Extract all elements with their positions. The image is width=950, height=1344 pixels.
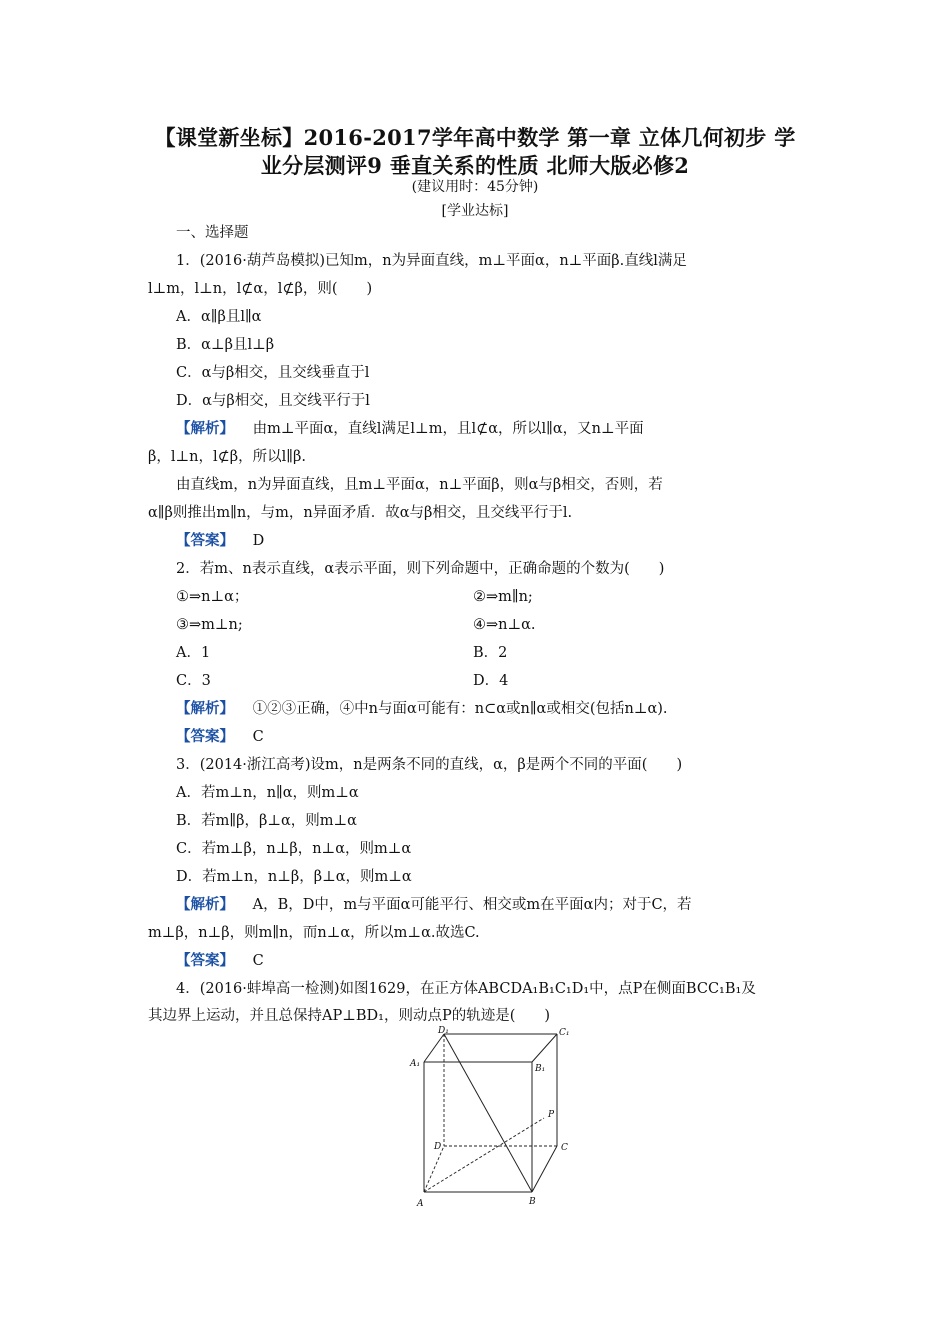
label-b1: B₁ (535, 1064, 546, 1074)
q1-analysis-line-4: α∥β则推出m∥n，与m，n异面矛盾．故α与β相交，且交线平行于l. (148, 505, 573, 521)
label-a: A (417, 1199, 424, 1209)
section-label: [学业达标] (441, 203, 509, 219)
q1-stem-line-1: 1．(2016·葫芦岛模拟)已知m，n为异面直线，m⊥平面α，n⊥平面β.直线l满足 (176, 253, 687, 269)
q2-stem: 2．若m、n表示直线，α表示平面，则下列命题中，正确命题的个数为( ) (176, 561, 665, 577)
q4-stem-line-1: 4．(2016·蚌埠高一检测)如图1629，在正方体ABCDA₁B₁C₁D₁中，点P在侧面BCC₁B₁及 (176, 981, 756, 997)
q1-analysis-text-1: 由m⊥平面α，直线l满足l⊥m，且l⊄α，所以l∥α，又n⊥平面 (252, 421, 644, 437)
cube-diagram (402, 1024, 592, 1214)
label-d1: D₁ (438, 1026, 449, 1036)
label-a1: A₁ (410, 1059, 421, 1069)
q3-option-d: D．若m⊥n，n⊥β，β⊥α，则m⊥α (176, 869, 412, 885)
q2-option-d: D．4 (473, 673, 509, 689)
title-line-2: 业分层测评9 垂直关系的性质 北师大版必修2 (260, 153, 690, 178)
label-c1: C₁ (559, 1028, 570, 1038)
answer-tag: 【答案】 (176, 728, 234, 745)
q1-analysis-line-3: 由直线m，n为异面直线，且m⊥平面α，n⊥平面β，则α与β相交，否则，若 (176, 477, 663, 493)
analysis-tag: 【解析】 (176, 700, 234, 717)
document-title (140, 124, 810, 180)
q1-answer-line (176, 531, 264, 551)
q2-analysis-line (176, 699, 668, 719)
part-title: 一、选择题 (176, 225, 249, 241)
q3-analysis-line-1 (176, 895, 692, 915)
q1-option-a: A．α∥β且l∥α (176, 309, 262, 325)
q2-statement-2: ②⇒m∥n; (473, 589, 533, 605)
label-b: B (529, 1197, 536, 1207)
q1-option-c: C．α与β相交，且交线垂直于l (176, 365, 370, 381)
analysis-tag: 【解析】 (176, 420, 234, 437)
q2-answer-line (176, 727, 264, 747)
q3-analysis-line-2: m⊥β，n⊥β，则m∥n，而n⊥α，所以m⊥α.故选C. (148, 925, 480, 941)
q2-option-c: C．3 (176, 673, 211, 689)
suggested-time: (建议用时：45分钟) (411, 179, 539, 195)
answer-tag: 【答案】 (176, 952, 234, 969)
q1-answer: D (252, 533, 265, 549)
q1-option-d: D．α与β相交，且交线平行于l (176, 393, 370, 409)
q4-stem-line-2: 其边界上运动，并且总保持AP⊥BD₁，则动点P的轨迹是( ) (148, 1008, 551, 1024)
label-p: P (548, 1110, 555, 1120)
q1-analysis-line-2: β，l⊥n，l⊄β，所以l∥β. (148, 449, 306, 465)
q2-answer: C (252, 729, 264, 745)
q3-analysis-text-1: A，B，D中，m与平面α可能平行、相交或m在平面α内；对于C，若 (252, 897, 692, 913)
diagonal-bd1 (444, 1034, 532, 1192)
q2-statement-4: ④⇒n⊥α. (473, 617, 536, 633)
q2-option-a: A．1 (176, 645, 211, 661)
edge-b1c1 (532, 1034, 557, 1062)
q3-stem: 3．(2014·浙江高考)设m，n是两条不同的直线，α，β是两个不同的平面( ) (176, 757, 683, 773)
q3-option-a: A．若m⊥n，n∥α，则m⊥α (176, 785, 359, 801)
q2-option-b: B．2 (473, 645, 508, 661)
q1-analysis-line-1 (176, 419, 644, 439)
hidden-edge-ad (424, 1146, 444, 1192)
q3-option-b: B．若m∥β，β⊥α，则m⊥α (176, 813, 357, 829)
label-d: D (434, 1142, 442, 1152)
edge-bc (532, 1146, 557, 1192)
q1-option-b: B．α⊥β且l⊥β (176, 337, 275, 353)
answer-tag: 【答案】 (176, 532, 234, 549)
q3-answer-line (176, 951, 264, 971)
title-line-1: 【课堂新坐标】2016-2017学年高中数学 第一章 立体几何初步 学 (154, 125, 796, 150)
edge-a1d1 (424, 1034, 444, 1062)
q1-stem-line-2: l⊥m，l⊥n，l⊄α，l⊄β，则( ) (148, 281, 373, 297)
label-c: C (561, 1143, 568, 1153)
analysis-tag: 【解析】 (176, 896, 234, 913)
cube-figure (402, 1024, 592, 1214)
q2-statement-3: ③⇒m⊥n; (176, 617, 243, 633)
q2-statement-1: ①⇒n⊥α； (176, 589, 249, 605)
q3-answer: C (252, 953, 264, 969)
q3-option-c: C．若m⊥β，n⊥β，n⊥α，则m⊥α (176, 841, 412, 857)
q2-analysis-text: ①②③正确，④中n与面α可能有：n⊂α或n∥α或相交(包括n⊥α). (252, 701, 668, 717)
